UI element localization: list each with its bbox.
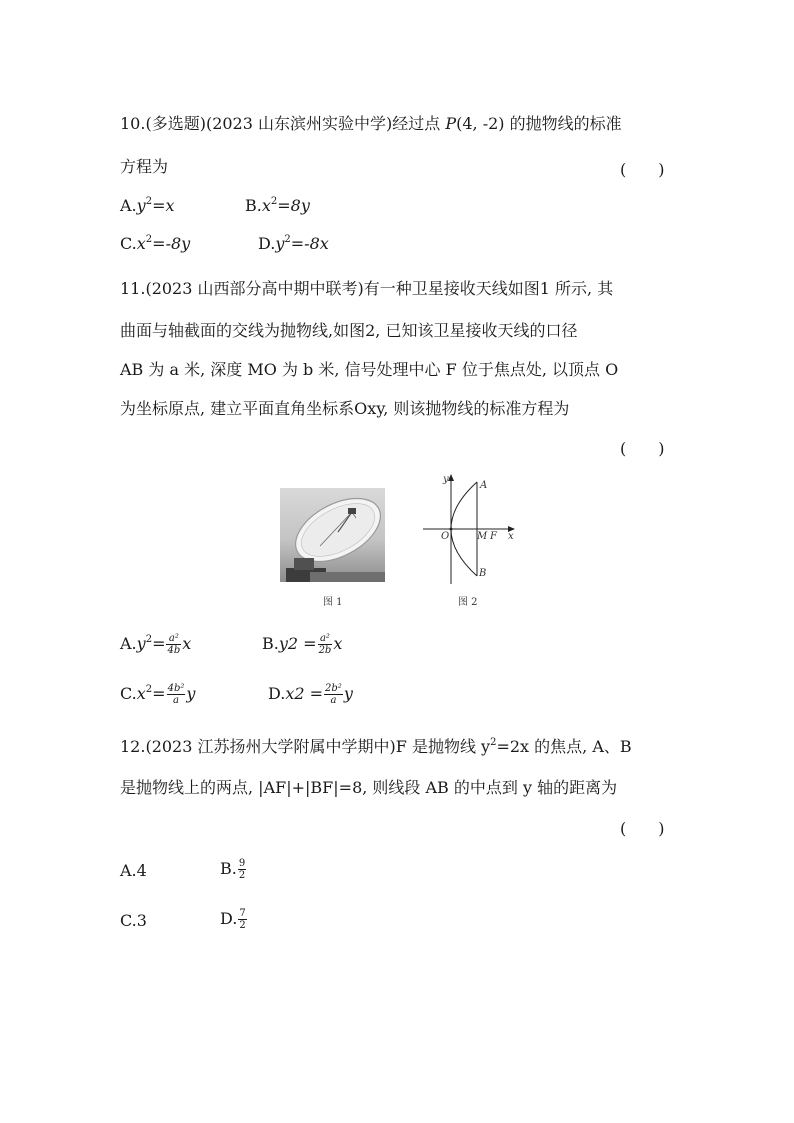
q10-option-d-rhs: =-8x: [290, 234, 329, 253]
q12-option-d-fraction: [238, 908, 246, 931]
q11-option-a-var: x: [182, 634, 192, 653]
q10-option-b-label: B.: [245, 196, 262, 215]
q11-line1-text: 有一种卫星接收天线如图1 所示, 其: [363, 279, 614, 298]
q11-number: 11.: [120, 279, 146, 298]
q12-number: 12.: [120, 737, 146, 756]
q10-option-a-rhs: =x: [152, 196, 175, 215]
q10-line1: [120, 113, 622, 135]
q12-line1-exp: 2: [490, 737, 497, 748]
q11-option-d: [268, 683, 353, 706]
fig2-label-m: M: [477, 531, 488, 542]
q11-option-d-label: D.: [268, 684, 286, 703]
q10-number: 10.: [120, 114, 146, 133]
q10-source: (2023 山东滨州实验中学): [205, 114, 393, 133]
q12-option-b-num: 9: [238, 858, 246, 869]
satellite-dish-photo: [280, 488, 385, 582]
q11-option-a-label: A.: [120, 634, 137, 653]
q11-option-a-num: a²: [166, 633, 181, 645]
q10-option-d-exp: 2: [284, 234, 291, 245]
q10-text-a: 经过点: [392, 114, 441, 133]
q10-option-c-lhs: x: [136, 234, 146, 253]
q10-answer-paren: ( ): [620, 160, 665, 179]
fig2-label-o: O: [441, 531, 450, 542]
q10-option-b-lhs: x: [261, 196, 271, 215]
q10-point-var: P: [445, 114, 457, 133]
fig2-label-f: F: [490, 531, 497, 542]
q10-option-a: [120, 195, 175, 217]
q11-option-c-den: a: [172, 695, 179, 706]
fig2-label-y: y: [443, 474, 449, 485]
q11-option-c-lhs: x: [136, 684, 146, 703]
fig2-label-x: x: [508, 531, 514, 542]
q12-line1-a: F 是抛物线 y: [395, 737, 491, 756]
q12-source: (2023 江苏扬州大学附属中学期中): [145, 737, 396, 756]
q11-answer-paren: ( ): [620, 439, 665, 458]
q10-option-a-exp: 2: [145, 196, 153, 207]
q11-option-a: [120, 633, 191, 656]
q10-tag: (多选题): [145, 114, 206, 133]
q11-option-c-var: y: [186, 684, 196, 703]
q11-option-c: [120, 683, 195, 706]
parabola-diagram: [415, 472, 525, 587]
q10-option-d: [258, 233, 329, 255]
q11-option-c-num: 4b²: [167, 683, 185, 694]
q12-option-b-fraction: [238, 858, 246, 881]
q11-option-b-fraction: [318, 633, 333, 656]
q12-option-b-den: 2: [238, 870, 246, 881]
q12-option-d-label: D.: [220, 909, 238, 928]
q11-option-c-exp: 2: [145, 684, 153, 695]
q12-option-d-num: 7: [239, 908, 246, 919]
q11-option-a-exp: 2: [145, 634, 153, 645]
q10-option-c-rhs: =-8y: [152, 234, 191, 253]
q12-option-b-label: B.: [220, 859, 237, 878]
q11-line3: AB 为 a 米, 深度 MO 为 b 米, 信号处理中心 F 位于焦点处, 以顶点 O: [120, 360, 619, 379]
q11-option-a-eq: =: [152, 634, 166, 653]
q11-option-d-den: a: [330, 695, 337, 706]
q10-option-b: [245, 195, 310, 217]
q12-line2: 是抛物线上的两点, |AF|+|BF|=8, 则线段 AB 的中点到 y 轴的距离为: [120, 778, 618, 797]
q10-option-a-lhs: y: [136, 196, 146, 215]
q12-line1-b: =2x 的焦点, A、B: [496, 737, 632, 756]
q11-option-d-fraction: [324, 683, 343, 706]
q10-option-d-label: D.: [258, 234, 276, 253]
figure2-caption: 图 2: [458, 597, 478, 608]
figure1-caption: 图 1: [323, 597, 343, 608]
q11-option-b-var: x: [333, 634, 343, 653]
q12-option-b: [220, 858, 247, 881]
q11-option-c-label: C.: [120, 684, 137, 703]
q11-option-b-num: a²: [318, 633, 333, 645]
q10-option-d-lhs: y: [275, 234, 285, 253]
q11-option-d-lhs: x2 =: [285, 684, 324, 703]
q10-text-c: 方程为: [120, 157, 169, 176]
q11-line1: [120, 278, 613, 300]
q11-option-b: [262, 633, 342, 656]
q11-option-c-fraction: [167, 683, 186, 706]
q10-text-b: 的抛物线的标准: [509, 114, 622, 133]
fig2-label-a: A: [480, 480, 488, 491]
q10-point-coords: (4, -2): [456, 114, 505, 133]
q11-option-a-lhs: y: [136, 634, 146, 653]
q11-option-c-eq: =: [152, 684, 166, 703]
q12-option-d-den: 2: [239, 920, 246, 931]
q10-option-b-rhs: =8y: [277, 196, 310, 215]
q12-option-a: A.4: [120, 861, 147, 880]
q10-option-c: [120, 233, 190, 255]
q11-option-b-lhs: y2 =: [278, 634, 317, 653]
q10-option-b-exp: 2: [270, 196, 278, 207]
q11-option-b-label: B.: [262, 634, 279, 653]
q12-option-c: C.3: [120, 911, 147, 930]
q11-option-d-var: y: [343, 684, 353, 703]
q10-option-c-label: C.: [120, 234, 137, 253]
q12-answer-paren: ( ): [620, 819, 665, 838]
q10-option-a-label: A.: [120, 196, 137, 215]
q11-line4: 为坐标原点, 建立平面直角坐标系Oxy, 则该抛物线的标准方程为: [120, 399, 570, 418]
fig2-label-b: B: [479, 568, 487, 579]
q11-line2: 曲面与轴截面的交线为抛物线,如图2, 已知该卫星接收天线的口径: [120, 321, 578, 340]
q10-option-c-exp: 2: [145, 234, 153, 245]
q12-option-d: [220, 908, 248, 931]
q11-option-b-den: 2b: [318, 645, 332, 656]
q11-source: (2023 山西部分高中期中联考): [145, 279, 364, 298]
q11-option-d-num: 2b²: [325, 683, 342, 694]
q11-option-a-fraction: [166, 633, 181, 656]
q11-option-a-den: 4b: [167, 645, 181, 656]
q12-line1: [120, 736, 632, 758]
